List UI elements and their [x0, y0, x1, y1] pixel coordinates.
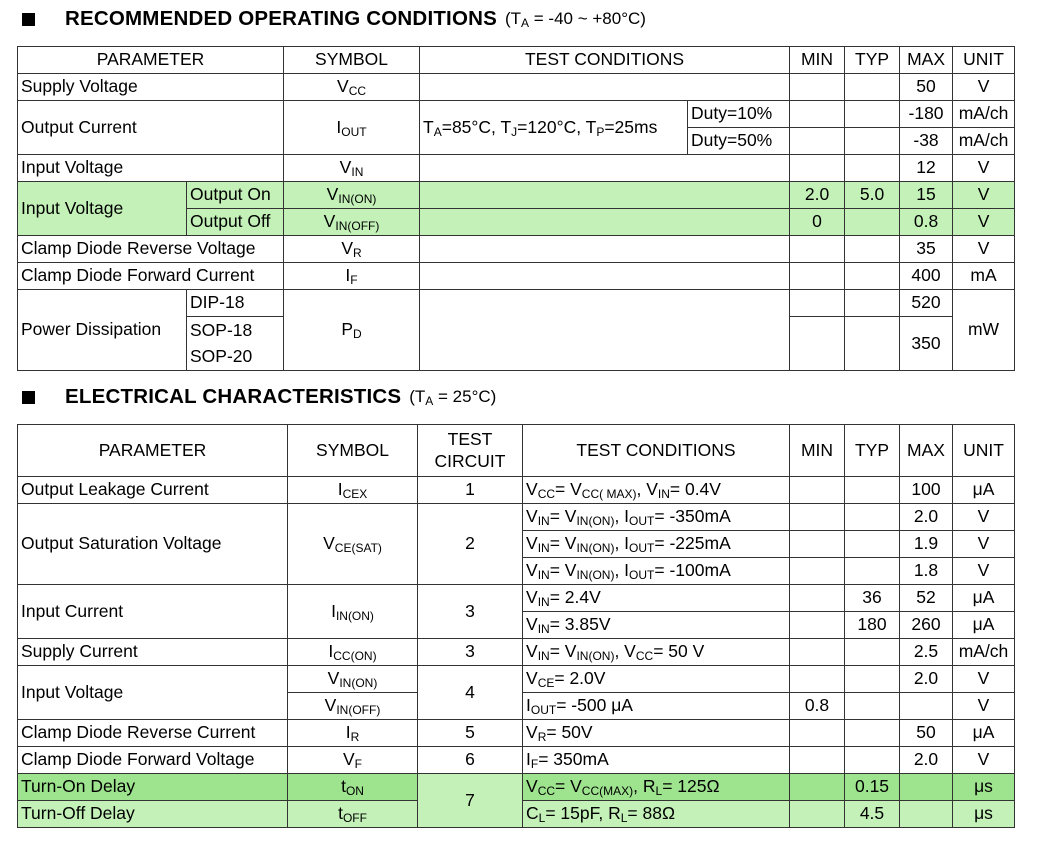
test-condition: $V_{IN}= V_{IN(ON)}$, $I_{OUT}= -350mA$: [523, 504, 790, 531]
roc-row-supply-voltage: Supply Voltage $V_{CC}$ 50 V: [18, 74, 1015, 101]
symbol: $I_{OUT}$: [284, 101, 420, 155]
ec-header-row: [18, 425, 1015, 477]
header-unit: UNIT: [953, 425, 1015, 477]
output-current-condition: $T_A=85^\circ C$, $T_J=120^\circ C$, $T_P=25ms$: [420, 101, 688, 155]
test-condition: $V_{IN}= V_{IN(ON)}$, $I_{OUT}= -225mA$: [523, 531, 790, 558]
ec-heading: [22, 382, 496, 412]
ec-row-saturation-2: $V_{IN}= V_{IN(ON)}$, $I_{OUT}= -225mA$ 1.9 V: [18, 531, 1015, 558]
roc-condition: ($T_A = -40$ ~ +80°C): [504, 9, 646, 30]
ec-row-input-current-2: $V_{IN}= 3.85V$ 180 260 μA: [18, 612, 1015, 639]
square-bullet-icon: [22, 391, 35, 404]
test-condition: $V_{CE}= 2.0V$: [523, 666, 790, 693]
ec-row-input-current-1: Input Current $I_{IN(ON)}$ 3 $V_{IN}= 2.4V$ 36 52 μA: [18, 585, 1015, 612]
roc-row-output-current-1: Output Current $I_{OUT}$ $T_A=85^\circ C$, $T_J=120^\circ C$, $T_P=25ms$ Duty=10% -180 mA/ch: [18, 101, 1015, 128]
header-test-conditions: TEST CONDITIONS: [523, 425, 790, 477]
header-typ: TYP: [845, 47, 900, 74]
symbol: $V_{IN(OFF)}$: [288, 693, 418, 720]
roc-header-row: [18, 47, 1015, 74]
symbol: $t_{ON}$: [288, 774, 418, 801]
test-condition: $I_F= 350mA$: [523, 747, 790, 774]
header-symbol: SYMBOL: [288, 425, 418, 477]
header-unit: UNIT: [953, 47, 1015, 74]
roc-row-clamp-forward: Clamp Diode Forward Current $I_F$ 400 mA: [18, 263, 1015, 290]
test-condition: $V_R= 50V$: [523, 720, 790, 747]
test-condition: $I_{OUT}= -500$ μA: [523, 693, 790, 720]
test-condition: $V_{IN}= V_{IN(ON)}$, $I_{OUT}= -100mA$: [523, 558, 790, 585]
ec-row-turn-off-delay: Turn-Off Delay $t_{OFF}$ $C_L= 15pF$, $R_L= 88\Omega$ 4.5 μs: [18, 801, 1015, 828]
ec-row-saturation-1: Output Saturation Voltage $V_{CE(SAT)}$ 2 $V_{IN}= V_{IN(ON)}$, $I_{OUT}= -350mA$ 2.0 V: [18, 504, 1015, 531]
header-min: MIN: [790, 425, 845, 477]
roc-title: RECOMMENDED OPERATING CONDITIONS: [65, 7, 497, 30]
ec-row-leakage: Output Leakage Current $I_{CEX}$ 1 $V_{CC}= V_{CC( MAX)}$, $V_{IN}= 0.4V$ 100 μA: [18, 477, 1015, 504]
roc-row-power-3: SOP-20: [18, 344, 1015, 371]
symbol: $I_F$: [284, 263, 420, 290]
header-max: MAX: [900, 47, 953, 74]
test-condition: $V_{CC}= V_{CC(MAX)}$, $R_L= 125\Omega$: [523, 774, 790, 801]
symbol: $V_{IN(ON)}$: [288, 666, 418, 693]
roc-table: [17, 46, 1015, 371]
roc-heading: [22, 4, 646, 34]
ec-row-turn-on-delay: Turn-On Delay $t_{ON}$ 7 $V_{CC}= V_{CC(MAX)}$, $R_L= 125\Omega$ 0.15 μs: [18, 774, 1015, 801]
test-condition: $V_{CC}= V_{CC( MAX)}$, $V_{IN}= 0.4V$: [523, 477, 790, 504]
header-test-conditions: TEST CONDITIONS: [420, 47, 790, 74]
ec-table: [17, 424, 1015, 828]
symbol: $V_{IN(ON)}$: [284, 182, 420, 209]
ec-row-input-voltage-off: $V_{IN(OFF)}$ $I_{OUT}= -500$ μA 0.8 V: [18, 693, 1015, 720]
roc-row-input-voltage-on: Input Voltage Output On $V_{IN(ON)}$ 2.0 5.0 15 V: [18, 182, 1015, 209]
roc-row-input-voltage: Input Voltage $V_{IN}$ 12 V: [18, 155, 1015, 182]
test-condition: $C_L= 15pF$, $R_L= 88\Omega$: [523, 801, 790, 828]
symbol: $V_R$: [284, 236, 420, 263]
ec-row-input-voltage-on: Input Voltage $V_{IN(ON)}$ 4 $V_{CE}= 2.0V$ 2.0 V: [18, 666, 1015, 693]
symbol: $V_{IN(OFF)}$: [284, 209, 420, 236]
square-bullet-icon: [22, 13, 35, 26]
header-min: MIN: [790, 47, 845, 74]
symbol: $I_{CC(ON)}$: [288, 639, 418, 666]
roc-row-power-1: Power Dissipation DIP-18 $P_D$ 520 mW: [18, 290, 1015, 317]
roc-row-output-current-2: Duty=50% -38 mA/ch: [18, 128, 1015, 155]
ec-row-supply-current: Supply Current $I_{CC(ON)}$ 3 $V_{IN}= V_{IN(ON)}$, $V_{CC}= 50$ V 2.5 mA/ch: [18, 639, 1015, 666]
symbol: $V_F$: [288, 747, 418, 774]
roc-row-power-2: SOP-18 350: [18, 317, 1015, 344]
ec-row-clamp-forward: Clamp Diode Forward Voltage $V_F$ 6 $I_F= 350mA$ 2.0 V: [18, 747, 1015, 774]
roc-row-input-voltage-off: Output Off $V_{IN(OFF)}$ 0 0.8 V: [18, 209, 1015, 236]
symbol: $I_R$: [288, 720, 418, 747]
header-symbol: SYMBOL: [284, 47, 420, 74]
symbol: $V_{CE(SAT)}$: [288, 504, 418, 585]
test-condition: $V_{IN}= 2.4V$: [523, 585, 790, 612]
header-test-circuit: TEST CIRCUIT: [418, 425, 523, 477]
symbol: $V_{CC}$: [284, 74, 420, 101]
roc-row-clamp-reverse: Clamp Diode Reverse Voltage $V_R$ 35 V: [18, 236, 1015, 263]
symbol: $I_{IN(ON)}$: [288, 585, 418, 639]
ec-row-saturation-3: $V_{IN}= V_{IN(ON)}$, $I_{OUT}= -100mA$ 1.8 V: [18, 558, 1015, 585]
ec-title: ELECTRICAL CHARACTERISTICS: [65, 385, 402, 408]
symbol: $V_{IN}$: [284, 155, 420, 182]
symbol: $I_{CEX}$: [288, 477, 418, 504]
symbol: $t_{OFF}$: [288, 801, 418, 828]
header-parameter: PARAMETER: [18, 425, 288, 477]
test-condition: $V_{IN}= V_{IN(ON)}$, $V_{CC}= 50$ V: [523, 639, 790, 666]
header-typ: TYP: [845, 425, 900, 477]
symbol: $P_D$: [284, 290, 420, 371]
ec-row-clamp-reverse: Clamp Diode Reverse Current $I_R$ 5 $V_R= 50V$ 50 μA: [18, 720, 1015, 747]
ec-condition: $(T_A = 25^\circ C)$: [409, 387, 497, 408]
test-condition: $V_{IN}= 3.85V$: [523, 612, 790, 639]
header-parameter: PARAMETER: [18, 47, 284, 74]
header-max: MAX: [900, 425, 953, 477]
